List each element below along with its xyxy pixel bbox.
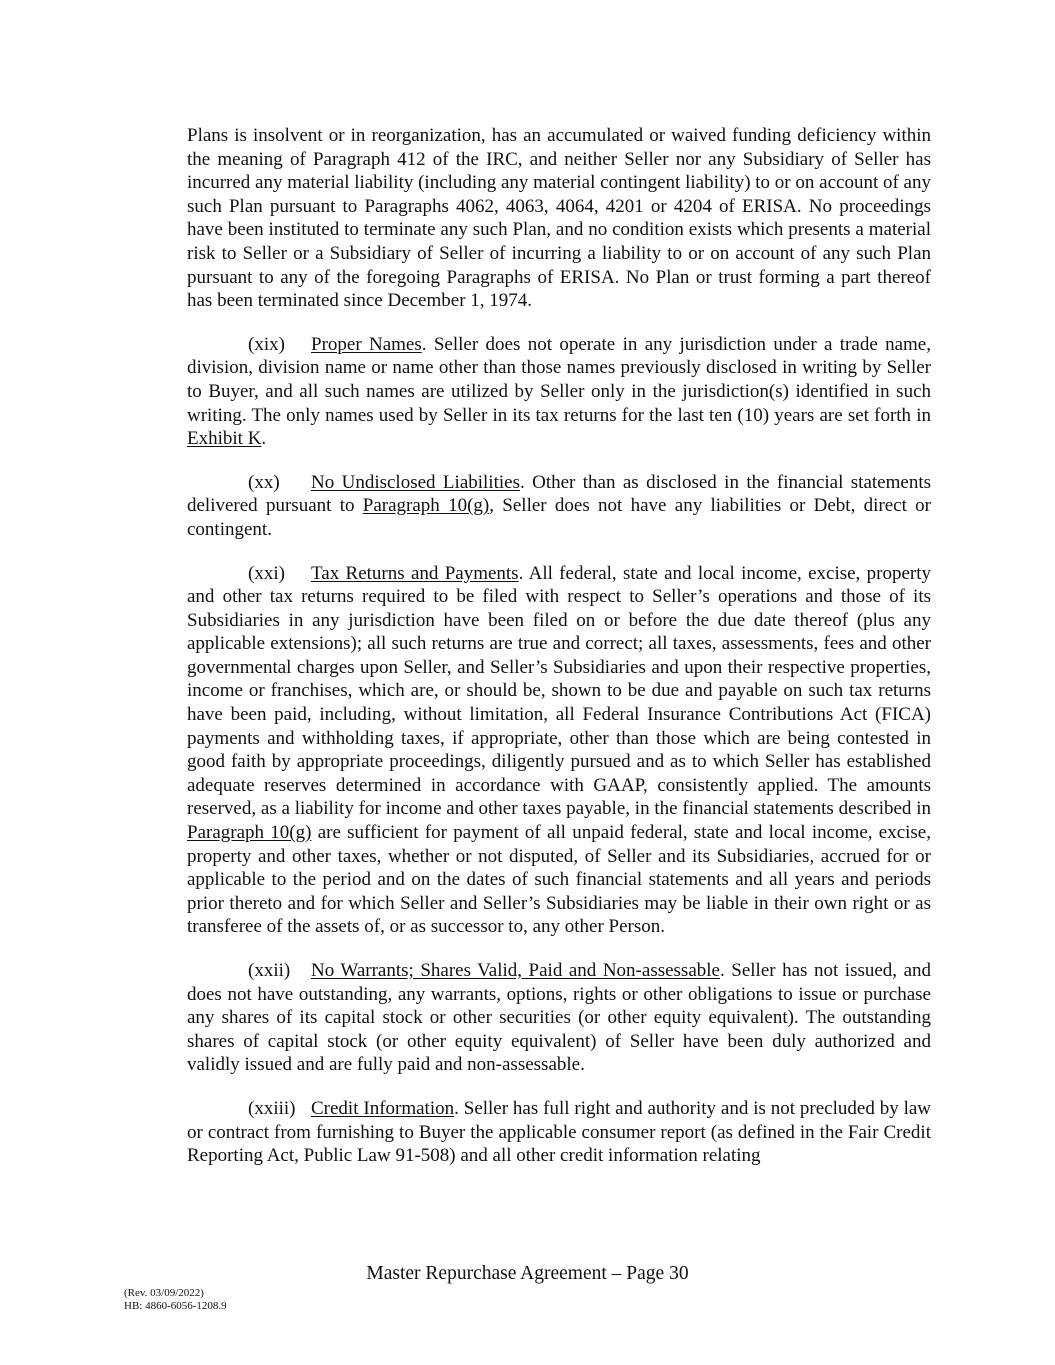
section-number: (xxi) (248, 562, 285, 584)
section-number: (xxii) (248, 960, 291, 981)
section-heading: No Warrants; Shares Valid, Paid and Non-assessable (311, 960, 720, 981)
paragraph-xix (187, 333, 931, 451)
paragraph-xxii (187, 959, 931, 1077)
section-text-end: are sufficient for payment of all unpaid federal, state and local income, excise, property and other taxes, whether or not disputed, of Seller and its Subsidiaries, accrued for or applicable to the period and on the dates of such financial statements and all years and periods prior thereto and for which Seller and Seller’s Subsidiaries may be liable in their own right or as transferee of the assets of, or as successor to, any other Person. (187, 822, 931, 938)
section-heading: Credit Information (311, 1097, 455, 1119)
section-heading: Tax Returns and Payments (311, 562, 519, 584)
paragraph-reference: Paragraph 10(g) (187, 822, 312, 844)
page-footer-title: Master Repurchase Agreement – Page 30 (366, 1263, 689, 1284)
document-id: HB: 4860-6056-1208.9 (124, 1300, 227, 1312)
section-number: (xix) (248, 333, 285, 355)
revision-info (124, 1287, 227, 1313)
section-heading: Proper Names (311, 333, 422, 355)
paragraph-reference: Paragraph 10(g) (362, 495, 490, 517)
section-text: . All federal, state and local income, excise, property and other tax returns required to be filed with respect to Seller’s operations and those of its Subsidiaries in any jurisdiction have been filed on or before the due date thereof (plus any applicable extensions); all such returns are true and correct; all taxes, assessments, fees and other governmental charges upon Seller, and Seller’s Subsidiaries and upon their respective properties, income or franchises, which are, or should be, shown to be due and payable on such tax returns have been paid, including, without limitation, all Federal Insurance Contributions Act (FICA) payments and withholding taxes, if appropriate, other than those which are being contested in good faith by appropriate proceedings, diligently pursued and as to which Seller has established adequate reserves determined in accordance with GAAP, consistently applied. The amounts reserved, as a liability for income and other taxes payable, in the financial statements described in (187, 562, 931, 820)
section-text: . Other than as disclosed in the financial statements delivered pursuant to (187, 471, 931, 517)
paragraph-intro (187, 124, 931, 313)
section-heading: No Undisclosed Liabilities (311, 471, 520, 493)
paragraph-xxi (187, 562, 931, 940)
section-number: (xxiii) (248, 1097, 296, 1119)
section-text-end: , Seller does not have any liabilities or Debt, direct or contingent. (187, 495, 931, 540)
paragraph-intro-text: Plans is insolvent or in reorganization, has an accumulated or waived funding deficiency within the meaning of Paragraph 412 of the IRC, and neither Seller nor any Subsidiary of Seller has incurred any material liability (including any material contingent liability) to or on account of any such Plan pursuant to Paragraphs 4062, 4063, 4064, 4201 or 4204 of ERISA. No proceedings have been instituted to terminate any such Plan, and no condition exists which presents a material risk to Seller or a Subsidiary of Seller of incurring a liability to or on account of any such Plan pursuant to any of the foregoing Paragraphs of ERISA. No Plan or trust forming a part thereof has been terminated since December 1, 1974. (187, 125, 931, 312)
exhibit-reference: Exhibit K (187, 428, 262, 450)
paragraph-xx (187, 471, 931, 542)
section-text-end: . (261, 428, 267, 450)
document-body (187, 124, 931, 1188)
revision-date: (Rev. 03/09/2022) (124, 1287, 204, 1299)
section-number: (xx) (248, 471, 280, 493)
section-text: . Seller has not issued, and does not have outstanding, any warrants, options, rights or other obligations to issue or purchase any shares of its capital stock or other securities (or other equity equivalent). The outstanding shares of capital stock (or other equity equivalent) of Seller have been duly authorized and validly issued and are fully paid and non-assessable. (187, 960, 932, 1076)
section-text: . Seller has full right and authority and is not precluded by law or contract from furnishing to Buyer the applicable consumer report (as defined in the Fair Credit Reporting Act, Public Law 91-508) and all other credit information relating (187, 1097, 931, 1167)
paragraph-xxiii (187, 1097, 931, 1168)
section-text: . Seller does not operate in any jurisdiction under a trade name, division, division name or name other than those names previously disclosed in writing by Seller to Buyer, and all such names are utilized by Seller only in the jurisdiction(s) identified in such writing. The only names used by Seller in its tax returns for the last ten (10) years are set forth in (187, 333, 931, 426)
